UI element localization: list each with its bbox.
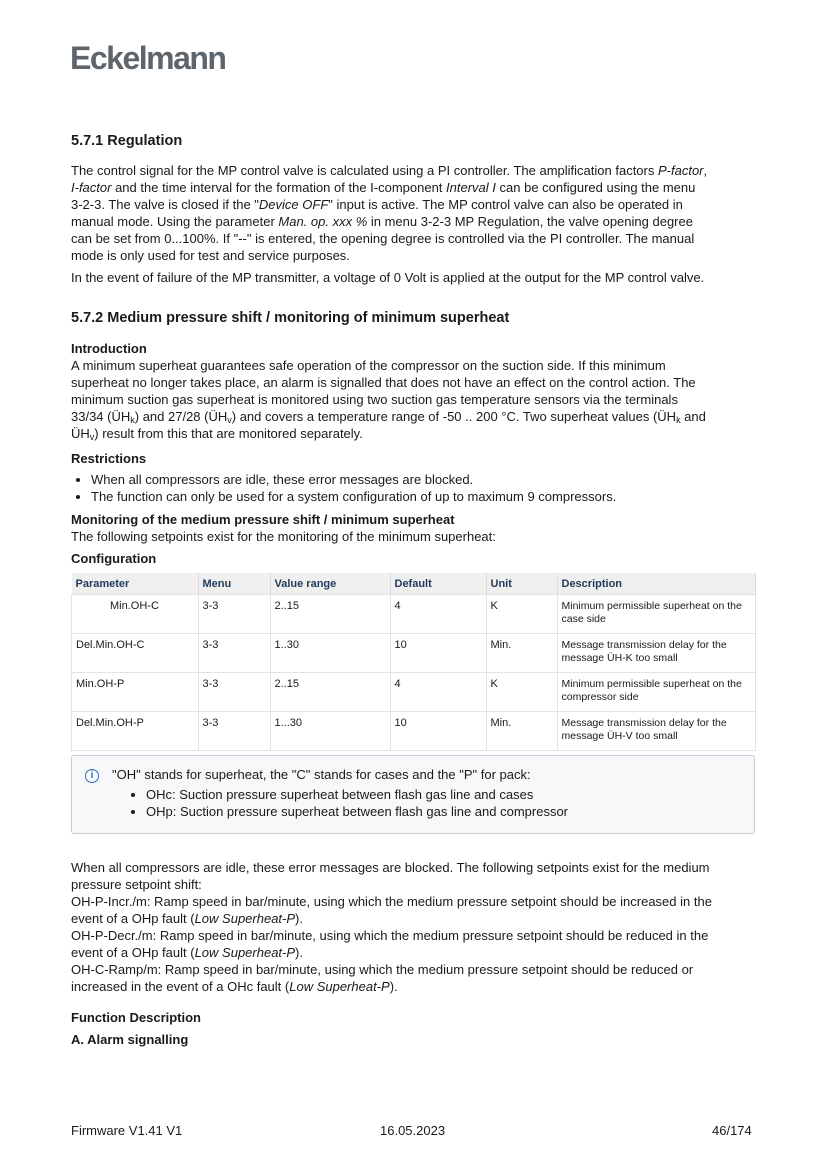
table-cell: Min. [486,634,557,673]
eckelmann-logo: Eckelmann [70,40,226,76]
text-segment: When all compressors are idle, these error messages are blocked. The following setpoints exist for the medium [71,860,710,875]
text-line [71,162,761,179]
info-box [71,755,755,834]
list-item: • OHp: Suction pressure superheat between flash gas line and compressor [146,803,568,820]
text-segment: Low Superheat-P [194,945,296,960]
text-line [71,944,761,961]
table-cell: 2..15 [270,595,390,634]
text-segment: The control signal for the MP control valve is calculated using a PI controller. The amplification factors [71,163,658,178]
text-segment: and the time interval for the formation of the I-component [111,180,447,195]
introduction-paragraph [71,357,761,442]
table-row [72,634,756,673]
column-header: Menu [198,573,270,595]
list-item: • The function can only be used for a system configuration of up to maximum 9 compressors. [91,488,761,505]
text-segment: 33/34 (ÜH [71,409,131,424]
text-line [71,859,761,876]
text-segment: in menu 3-2-3 MP Regulation, the valve opening degree [367,214,693,229]
table-row [72,673,756,712]
text-line [71,269,761,286]
text-segment: I-factor [71,180,112,195]
text-segment: Device OFF [258,197,329,212]
text-segment: ). [389,979,398,994]
regulation-paragraph [71,162,761,264]
section-heading-shift: 5.7.2 Medium pressure shift / monitoring of minimum superheat [71,310,510,326]
table-row [72,595,756,634]
text-segment: can be configured using the menu [495,180,696,195]
text-segment: ) and covers a temperature range of -50 .. 200 °C. Two superheat values (ÜH [231,409,677,424]
text-segment: k [130,415,135,425]
text-line [71,893,761,910]
configuration-table [71,573,756,751]
text-segment: ) result from this that are monitored separately. [94,426,363,441]
table-cell: Minimum permissible superheat on the case side [557,595,756,634]
table-cell: 1...30 [270,712,390,751]
text-line [71,196,761,213]
table-cell: 4 [390,595,486,634]
table-cell: 4 [390,673,486,712]
text-line [71,876,761,893]
text-segment: In the event of failure of the MP transmitter, a voltage of 0 Volt is applied at the output for the MP control valve. [71,270,705,285]
table-cell: Message transmission delay for the message ÜH-V too small [557,712,756,751]
text-segment: k [676,415,681,425]
column-header: Parameter [72,573,199,595]
introduction-heading: Introduction [71,341,147,356]
text-line [71,425,761,442]
footer-page-number: 46/174 [712,1123,752,1138]
text-segment: OH-P-Decr./m: Ramp speed in bar/minute, using which the medium pressure setpoint should be reduced in the [71,928,709,943]
text-segment: P-factor [657,163,704,178]
list-item: • OHc: Suction pressure superheat between flash gas line and cases [146,786,568,803]
table-row [72,712,756,751]
info-icon: i [85,769,99,783]
text-segment: Low Superheat-P [194,911,296,926]
text-segment: superheat no longer takes place, an alarm is signalled that does not have an effect on the control action. The [71,375,696,390]
text-line [71,213,761,230]
column-header: Value range [270,573,390,595]
text-segment: minimum suction gas superheat is monitored using two suction gas temperature sensors via the terminals [71,392,678,407]
text-line [71,374,761,391]
text-segment: OH-P-Incr./m: Ramp speed in bar/minute, using which the medium pressure setpoint should be increased in the [71,894,712,909]
text-segment: event of a OHp fault ( [71,911,195,926]
table-cell: 3-3 [198,634,270,673]
section-heading-regulation: 5.7.1 Regulation [71,133,183,149]
table-cell: Del.Min.OH-P [72,712,199,751]
text-segment: can be set from 0...100%. If "--" is entered, the opening degree is controlled via the PI controller. The manual [71,231,695,246]
text-segment: ). [295,911,303,926]
text-segment: ) and 27/28 (ÜH [134,409,228,424]
table-cell: 10 [390,712,486,751]
text-segment: increased in the event of a OHc fault ( [71,979,290,994]
text-segment: A minimum superheat guarantees safe operation of the compressor on the suction side. If this minimum [71,358,666,373]
restrictions-list [71,471,761,505]
table-header-row [72,573,756,595]
column-header: Default [390,573,486,595]
text-segment: ). [295,945,303,960]
table-cell: 1..30 [270,634,390,673]
text-segment: Man. op. xxx % [278,214,368,229]
footer-firmware: Firmware V1.41 V1 [71,1123,183,1138]
table-cell: Del.Min.OH-C [72,634,199,673]
text-line [71,391,761,408]
text-segment: event of a OHp fault ( [71,945,195,960]
text-line [71,910,761,927]
table-cell: 2..15 [270,673,390,712]
text-line [71,179,761,196]
text-line [71,961,761,978]
configuration-heading: Configuration [71,551,157,566]
text-segment: ÜH [71,426,90,441]
text-segment: " input is active. The MP control valve can also be operated in [328,197,683,212]
table-cell: 3-3 [198,673,270,712]
text-segment: v [89,432,95,442]
text-line [71,247,761,264]
table-cell: 3-3 [198,712,270,751]
column-header: Unit [486,573,557,595]
text-segment: , [703,163,708,178]
info-text: "OH" stands for superheat, the "C" stands for cases and the "P" for pack: [112,767,531,782]
monitoring-heading: Monitoring of the medium pressure shift / minimum superheat [71,512,455,527]
regulation-failure-paragraph [71,269,761,286]
table-cell: 3-3 [198,595,270,634]
table-cell: Minimum permissible superheat on the compressor side [557,673,756,712]
list-item: • When all compressors are idle, these error messages are blocked. [91,471,761,488]
table-cell: Min.OH-C [72,595,199,634]
table-cell: K [486,595,557,634]
table-cell: Min.OH-P [72,673,199,712]
text-line [71,408,761,425]
text-segment: v [227,415,232,425]
column-header: Description [557,573,756,595]
text-line [71,927,761,944]
text-segment: 3-2-3. The valve is closed if the " [71,197,259,212]
text-line [71,357,761,374]
text-segment: manual mode. Using the parameter [71,214,279,229]
table-cell: Message transmission delay for the message ÜH-K too small [557,634,756,673]
alarm-signalling-heading: A. Alarm signalling [71,1032,189,1047]
setpoint-shift-paragraph [71,859,761,995]
footer-date: 16.05.2023 [380,1123,446,1138]
text-segment: OH-C-Ramp/m: Ramp speed in bar/minute, using which the medium pressure setpoint should be reduced or [71,962,694,977]
restrictions-heading: Restrictions [71,451,147,466]
table-cell: K [486,673,557,712]
text-segment: Interval I [446,180,496,195]
monitoring-text: The following setpoints exist for the monitoring of the minimum superheat: [71,529,496,544]
text-segment: Low Superheat-P [289,979,390,994]
text-line [71,230,761,247]
text-segment: and [680,409,706,424]
function-description-heading: Function Description [71,1010,201,1025]
text-line [71,978,761,995]
text-segment: pressure setpoint shift: [71,877,202,892]
table-cell: Min. [486,712,557,751]
text-segment: mode is only used for test and service purposes. [71,248,350,263]
table-cell: 10 [390,634,486,673]
